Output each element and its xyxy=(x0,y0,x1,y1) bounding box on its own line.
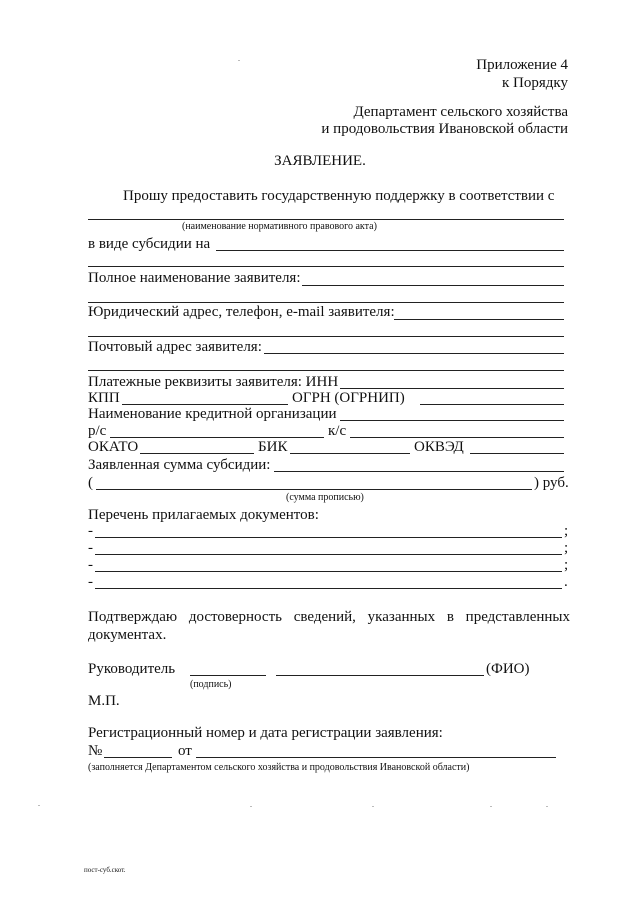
department-line-1: Департамент сельского хозяйства xyxy=(353,104,568,120)
okved-line[interactable] xyxy=(470,453,564,454)
confirm-line-1: Подтверждаю достоверность сведений, указанных в представленных xyxy=(88,609,570,625)
docs-title: Перечень прилагаемых документов: xyxy=(88,507,319,523)
act-name-line[interactable] xyxy=(88,219,564,220)
full-name-line[interactable] xyxy=(302,285,564,286)
scan-dot xyxy=(372,806,374,807)
full-name-line-2[interactable] xyxy=(88,302,564,303)
signature-hint: (подпись) xyxy=(190,679,232,690)
confirm-line-2: документах. xyxy=(88,627,167,643)
doc-bullet-4: - xyxy=(88,574,93,590)
doc-bullet-2: - xyxy=(88,540,93,556)
doc-line-3[interactable] xyxy=(95,571,562,572)
kpp-label: КПП xyxy=(88,390,120,406)
legal-address-label: Юридический адрес, телефон, e-mail заявителя: xyxy=(88,304,395,320)
inn-line[interactable] xyxy=(340,388,564,389)
bik-label: БИК xyxy=(258,439,288,455)
stamp-label: М.П. xyxy=(88,693,120,709)
doc-bullet-3: - xyxy=(88,557,93,573)
doc-bullet-1: - xyxy=(88,523,93,539)
ogrn-line[interactable] xyxy=(420,404,564,405)
subsidy-purpose-line[interactable] xyxy=(216,250,564,251)
registration-from-label: от xyxy=(178,743,192,759)
doc-line-4[interactable] xyxy=(95,588,562,589)
rs-label: р/с xyxy=(88,423,107,439)
signature-line[interactable] xyxy=(190,675,266,676)
full-name-label: Полное наименование заявителя: xyxy=(88,270,301,286)
okato-label: ОКАТО xyxy=(88,439,139,455)
appendix-label: Приложение 4 xyxy=(476,57,568,73)
amount-hint: (сумма прописью) xyxy=(286,492,364,503)
scan-dot xyxy=(38,805,40,806)
bik-line[interactable] xyxy=(290,453,410,454)
postal-address-line[interactable] xyxy=(264,353,564,354)
amount-close-rub: ) руб. xyxy=(534,475,569,491)
head-label: Руководитель xyxy=(88,661,176,677)
scan-dot xyxy=(238,60,240,61)
doc-end-3: ; xyxy=(564,557,569,573)
registration-label: Регистрационный номер и дата регистрации заявления: xyxy=(88,725,443,741)
doc-line-2[interactable] xyxy=(95,554,562,555)
fio-line[interactable] xyxy=(276,675,484,676)
doc-end-4: . xyxy=(564,574,568,590)
department-line-2: и продовольствия Ивановской области xyxy=(321,121,568,137)
payment-inn-label: Платежные реквизиты заявителя: ИНН xyxy=(88,374,339,390)
registration-number-line[interactable] xyxy=(104,757,172,758)
scan-dot xyxy=(546,806,548,807)
subsidy-form-label: в виде субсидии на xyxy=(88,236,211,252)
legal-address-line[interactable] xyxy=(394,319,564,320)
registration-date-line[interactable] xyxy=(196,757,556,758)
postal-address-line-2[interactable] xyxy=(88,370,564,371)
registration-note: (заполняется Департаментом сельского хозяйства и продовольствия Ивановской области) xyxy=(88,762,470,773)
intro-text: Прошу предоставить государственную поддержку в соответствии с xyxy=(123,188,555,204)
ks-label: к/с xyxy=(328,423,347,439)
scan-dot xyxy=(250,806,252,807)
doc-end-2: ; xyxy=(564,540,569,556)
document-title: ЗАЯВЛЕНИЕ. xyxy=(274,153,366,169)
act-hint: (наименование нормативного правового акта) xyxy=(182,221,377,232)
amount-words-line[interactable] xyxy=(96,489,532,490)
okato-line[interactable] xyxy=(140,453,254,454)
ogrn-label: ОГРН (ОГРНИП) xyxy=(292,390,405,406)
legal-address-line-2[interactable] xyxy=(88,336,564,337)
scan-dot xyxy=(490,806,492,807)
okved-label: ОКВЭД xyxy=(414,439,464,455)
doc-line-1[interactable] xyxy=(95,537,562,538)
registration-number-sign: № xyxy=(88,743,103,759)
kpp-line[interactable] xyxy=(122,404,288,405)
credit-org-label: Наименование кредитной организации xyxy=(88,406,337,422)
footer-code: пост-суб.скот. xyxy=(84,866,126,874)
rs-line[interactable] xyxy=(110,437,324,438)
ks-line[interactable] xyxy=(350,437,564,438)
doc-end-1: ; xyxy=(564,523,569,539)
amount-open-paren: ( xyxy=(88,475,93,491)
fio-label: (ФИО) xyxy=(486,661,530,677)
credit-org-line[interactable] xyxy=(340,420,564,421)
amount-line[interactable] xyxy=(274,471,564,472)
subsidy-purpose-line-2[interactable] xyxy=(88,266,564,267)
amount-label: Заявленная сумма субсидии: xyxy=(88,457,271,473)
order-label: к Порядку xyxy=(502,75,568,91)
postal-address-label: Почтовый адрес заявителя: xyxy=(88,339,262,355)
